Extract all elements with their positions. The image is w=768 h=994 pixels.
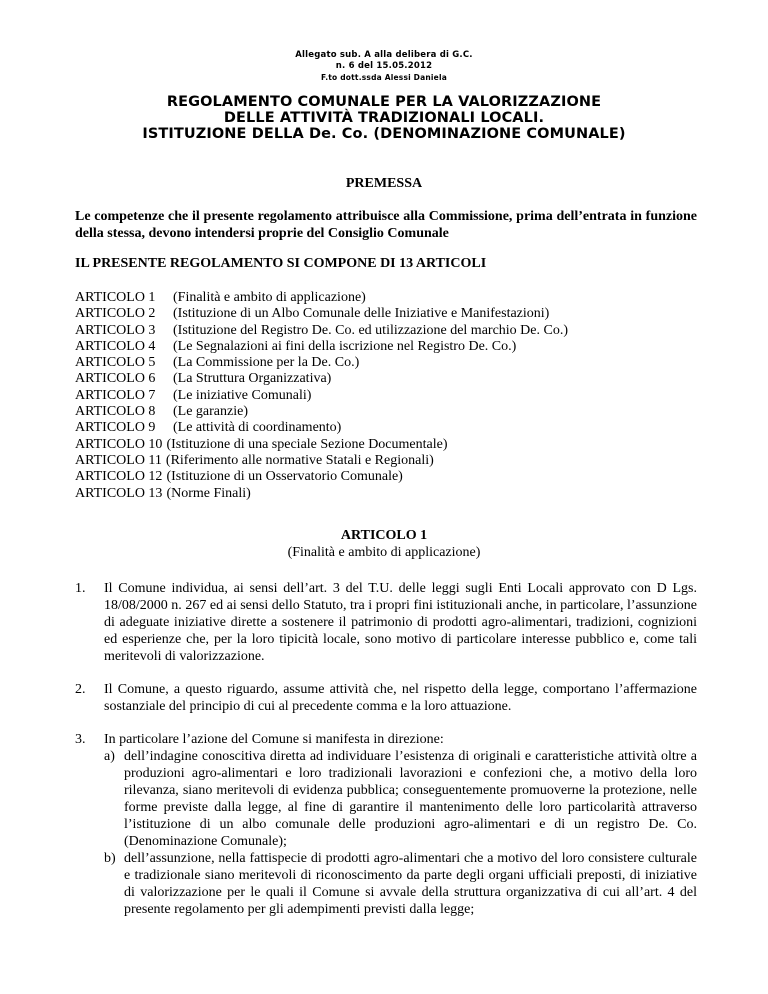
index-row — [75, 306, 568, 322]
index-article-title: (La Commissione per la De. Co.) — [173, 355, 360, 371]
index-article-title: (Istituzione del Registro De. Co. ed utilizzazione del marchio De. Co.) — [173, 322, 568, 338]
index-row — [75, 437, 568, 453]
index-article-title: (Le iniziative Comunali) — [173, 387, 312, 403]
index-row — [75, 355, 568, 371]
index-row — [75, 339, 568, 355]
allegato-line-2: n. 6 del 15.05.2012 — [335, 61, 433, 71]
sub-item-text: dell’assunzione, nella fattispecie di prodotti agro-alimentari che a motivo del loro consistere culturale e tradizionale siano meritevoli di riconoscimento da parte degli organi ufficiali preposti, di iniziative di valorizzazione per le quali il Comune si avvale della struttura organizzativa di cui all’art. 4 del presente regolamento per gli adempimenti previsti dalla legge; — [124, 851, 697, 917]
index-article-title: (Riferimento alle normative Statali e Regionali) — [165, 452, 434, 468]
index-article-number: ARTICOLO 1 — [75, 290, 156, 305]
index-article-title: (La Struttura Organizzativa) — [173, 371, 332, 387]
sub-item-b — [104, 850, 697, 918]
sub-item-a — [104, 748, 697, 850]
paragraph-text: Il Comune individua, ai sensi dell’art. 3 del T.U. delle leggi sugli Enti Locali approvato con D Lgs. 18/08/2000 n. 267 ed ai sensi dello Statuto, tra i propri fini istituzionali anche, in particolare, l’assunzione di adeguate iniziative dirette a sostenere il patrimonio di prodotti agro-alimentari, tradizioni, cognizioni ed esperienze che, per la loro tipicità locale, sono motivo di particolare interesse pubblico e, come tali meritevoli di valorizzazione. — [104, 581, 697, 664]
allegato-line-1: Allegato sub. A alla delibera di G.C. — [295, 50, 473, 60]
sub-item-text: dell’indagine conoscitiva diretta ad individuare l’esistenza di originali e caratteristiche attività oltre a produzioni agro-alimentari e loro tradizionali lavorazioni e confezioni che, a motivo della loro rilevanza, siano meritevoli di evidenza pubblica; conseguentemente promuoverne la protezione, nelle forme previste dalla legge, al fine di garantire il mantenimento delle loro particolarità attraverso l’istituzione di un albo comunale delle produzioni agro-alimentari e di un registro De. Co. (Denominazione Comunale); — [124, 749, 697, 849]
article-1-paragraph-3 — [75, 731, 697, 918]
article-1-heading: ARTICOLO 1 — [340, 528, 428, 543]
index-article-title: (Istituzione di una speciale Sezione Documentale) — [166, 436, 448, 452]
index-row — [75, 323, 568, 339]
index-article-title: (Le garanzie) — [173, 404, 248, 420]
index-row — [75, 420, 568, 436]
index-article-number: ARTICOLO 12 — [75, 469, 163, 485]
index-row — [75, 453, 568, 469]
articles-index — [75, 290, 568, 502]
index-article-title: (Le attività di coordinamento) — [173, 420, 342, 436]
index-article-number: ARTICOLO 7 — [75, 387, 156, 403]
index-article-title: (Finalità e ambito di applicazione) — [173, 290, 366, 305]
index-article-number: ARTICOLO 10 — [75, 436, 163, 452]
index-article-number: ARTICOLO 11 — [75, 452, 162, 468]
article-1-subheading: (Finalità e ambito di applicazione) — [287, 545, 481, 560]
paragraph-body — [104, 731, 697, 918]
paragraph-number: 1. — [75, 581, 86, 596]
paragraph-number: 2. — [75, 682, 86, 697]
composizione-heading: IL PRESENTE REGOLAMENTO SI COMPONE DI 13 ARTICOLI — [75, 256, 487, 271]
index-article-number: ARTICOLO 9 — [75, 420, 156, 436]
index-row — [75, 469, 568, 485]
paragraph-text: In particolare l’azione del Comune si manifesta in direzione: — [104, 732, 444, 747]
title-line-2: DELLE ATTIVITÀ TRADIZIONALI LOCALI. — [223, 110, 545, 126]
index-row — [75, 404, 568, 420]
index-article-number: ARTICOLO 8 — [75, 404, 156, 420]
index-row — [75, 388, 568, 404]
index-row — [75, 486, 568, 502]
title-line-1: REGOLAMENTO COMUNALE PER LA VALORIZZAZIONE — [166, 94, 602, 110]
index-article-number: ARTICOLO 3 — [75, 322, 156, 338]
index-row — [75, 371, 568, 387]
index-article-title: (Istituzione di un Albo Comunale delle Iniziative e Manifestazioni) — [173, 306, 550, 322]
allegato-line-3: F.to dott.ssda Alessi Daniela — [320, 73, 448, 82]
premessa-text: Le competenze che il presente regolamento attribuisce alla Commissione, prima dell’entrata in funzione della stessa, devono intendersi proprie del Consiglio Comunale — [75, 209, 697, 241]
document-title — [0, 94, 768, 142]
index-article-number: ARTICOLO 2 — [75, 306, 156, 322]
allegato-header — [0, 50, 768, 83]
paragraph-text: Il Comune, a questo riguardo, assume attività che, nel rispetto della legge, comportano l’affermazione sostanziale del principio di cui al precedente comma e la loro attuazione. — [104, 682, 697, 714]
index-article-number: ARTICOLO 13 — [75, 485, 163, 501]
article-1-paragraph-2 — [75, 681, 697, 715]
article-1-paragraph-1 — [75, 580, 697, 665]
premessa-heading: PREMESSA — [345, 176, 423, 191]
paragraph-number: 3. — [75, 732, 86, 747]
sub-item-letter: a) — [104, 749, 115, 764]
index-article-number: ARTICOLO 5 — [75, 355, 156, 371]
sub-item-letter: b) — [104, 851, 116, 866]
index-article-title: (Norme Finali) — [166, 485, 251, 501]
title-line-3: ISTITUZIONE DELLA De. Co. (DENOMINAZIONE COMUNALE) — [142, 126, 626, 142]
index-article-number: ARTICOLO 6 — [75, 371, 156, 387]
index-article-title: (Le Segnalazioni ai fini della iscrizione nel Registro De. Co.) — [173, 338, 517, 354]
index-article-number: ARTICOLO 4 — [75, 338, 156, 354]
index-article-title: (Istituzione di un Osservatorio Comunale) — [166, 469, 403, 485]
index-row — [75, 290, 568, 306]
